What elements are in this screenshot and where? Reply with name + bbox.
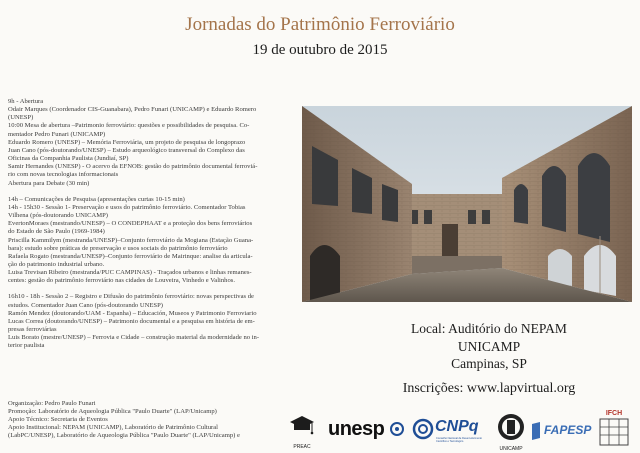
venue-block xyxy=(360,320,618,373)
courtyard-photo xyxy=(302,106,632,302)
schedule-line: Odair Marques (Coordenador CIS-Guanabara), Pedro Funari (UNICAMP) e Eduardo Romero xyxy=(8,106,257,114)
schedule-line: EvertonMoraes (mestrando/UNESP) – O CONDEPHAAT e a proteção dos bens ferroviários xyxy=(8,220,253,228)
schedule-line: estudos. Comentador Juan Cano (pós-doutorando UNESP) xyxy=(8,301,163,309)
unesp-wordmark: unesp xyxy=(328,418,385,440)
venue-line-3: Campinas, SP xyxy=(451,356,527,371)
schedule-line: bara): estudo sobre práticas de preservação e usos sociais do patrimônio ferroviário xyxy=(8,244,228,252)
schedule-session-1 xyxy=(8,196,300,286)
fapesp-emblem-icon xyxy=(530,422,542,440)
schedule-line: Luis Borato (mestre/UNESP) – Ferrovia e Cidade – construção material da modernidade no in- xyxy=(8,334,260,342)
cnpq-logo xyxy=(412,418,492,448)
schedule-line: Vilhena (pós-doutorando UNICAMP) xyxy=(8,212,108,220)
signup-text: Inscrições: www.lapvirtual.org xyxy=(402,381,576,396)
unicamp-logo xyxy=(496,412,526,450)
schedule-line: do Estado de São Paulo (1969-1984) xyxy=(8,228,105,236)
credit-line: Promoção: Laboratório de Aqueologia Pública "Paulo Duarte" (LAP/Unicamp) xyxy=(8,408,217,416)
schedule-line: terior paulista xyxy=(8,342,45,350)
venue-line-2: UNICAMP xyxy=(457,338,521,354)
credits xyxy=(8,400,293,440)
fapesp-wordmark: FAPESP xyxy=(544,423,592,437)
schedule-line: rio com novas tecnologias informacionais xyxy=(8,171,119,179)
schedule-line: mentador Pedro Funari (UNICAMP) xyxy=(8,130,106,138)
schedule-line: (UNESP) xyxy=(8,114,34,122)
credit-line: Organização: Pedro Paulo Funari xyxy=(8,400,96,407)
ifch-logo xyxy=(596,410,632,450)
schedule xyxy=(8,98,300,351)
schedule-line: Rafaela Rogato (mestranda/UNESP)–Conjunto ferroviário de Mairinque: analise da articula- xyxy=(8,252,253,260)
schedule-line: Juan Cano (pós-doutorando/UNESP) – Estudo arqueológico transversal do Complexo das xyxy=(8,146,245,154)
schedule-line: 14h - 15h30 - Sessão 1- Preservação e usos do patrimônio ferroviário. Comentador Tobias xyxy=(8,203,246,211)
credit-line: Apoio Institucional: NEPAM (UNICAMP), Laboratório de Patrimônio Cultural xyxy=(8,424,219,432)
schedule-line: Abertura para Debate (30 min) xyxy=(8,179,90,187)
unesp-logo xyxy=(328,418,408,444)
schedule-line: centes: gestão do patrimônio ferroviário nas cidades de Louveira, Vinhedo e Valinhos. xyxy=(8,277,235,285)
fapesp-logo xyxy=(530,420,590,444)
cnpq-subtitle: Conselho Nacional de Desenvolvimento Científico e Tecnológico xyxy=(436,437,482,443)
schedule-line: Priscilla Kammilym (mestranda/UNESP)–Conjunto ferroviário da Mogiana (Estação Guana- xyxy=(8,236,254,244)
schedule-line: 14h – Comunicações de Pesquisa (apresentações curtas 10-15 min) xyxy=(8,195,185,203)
schedule-line: 16h10 - 18h - Sessão 2 – Registro e Difusão do patrimônio ferroviário: novas perspectivas de xyxy=(8,293,254,301)
schedule-line: 10:00 Mesa de abertura –Patrimonio ferroviário: questões e possibilidades de pesquisa. Co- xyxy=(8,122,250,130)
schedule-line: 9h - Abertura xyxy=(8,98,44,105)
preac-logo xyxy=(288,414,316,448)
schedule-line: Luisa Trevisan Ribeiro (mestranda/PUC CAMPINAS) - Traçados urbanos e linhas remanes- xyxy=(8,269,252,277)
unesp-emblem-icon xyxy=(390,422,404,436)
cnpq-wordmark: CNPq xyxy=(435,418,479,435)
schedule-line: Ramón Mendez (doutorando/UAM - Espanha) – Educación, Museos y Patrimonio Ferroviario xyxy=(8,309,257,317)
event-date: 19 de outubro de 2015 xyxy=(252,42,388,58)
unicamp-label: UNICAMP xyxy=(499,446,523,452)
unicamp-emblem-icon xyxy=(496,412,526,442)
ifch-emblem-icon xyxy=(596,417,632,447)
schedule-line: Oficinas da Companhia Paulista (Jundiaí, SP) xyxy=(8,155,129,163)
cnpq-emblem-icon xyxy=(412,418,434,440)
event-title: Jornadas do Patrimônio Ferroviário xyxy=(185,14,455,35)
credit-line: Apoio Técnico: Secretaria de Eventos xyxy=(8,416,108,424)
schedule-line: ção do patrimonio industrial urbano. xyxy=(8,260,105,268)
schedule-line: Eduardo Romero (UNESP) – Memória Ferroviária, um projeto de pesquisa de longoprazo xyxy=(8,138,246,146)
ifch-label: IFCH xyxy=(605,410,623,417)
schedule-session-2 xyxy=(8,293,300,350)
schedule-line: presas ferroviárias xyxy=(8,326,57,334)
credit-line: (LabPC/UNESP), Laboratório de Aqueologia Pública "Paulo Duarte" (LAP/Unicamp) e xyxy=(8,432,240,440)
schedule-line: Samir Hernandes (UNESP) - O acervo da EFNOB: gestão do patrimônio documental ferroviá- xyxy=(8,163,258,171)
venue-line-1: Local: Auditório do NEPAM xyxy=(411,321,567,336)
preac-label: PREAC xyxy=(293,444,311,450)
schedule-line: Lucas Correa (doutorando/UNESP) – Patrimonio documental e a pesquisa em história de em- xyxy=(8,317,255,325)
schedule-session-opening xyxy=(8,98,300,188)
